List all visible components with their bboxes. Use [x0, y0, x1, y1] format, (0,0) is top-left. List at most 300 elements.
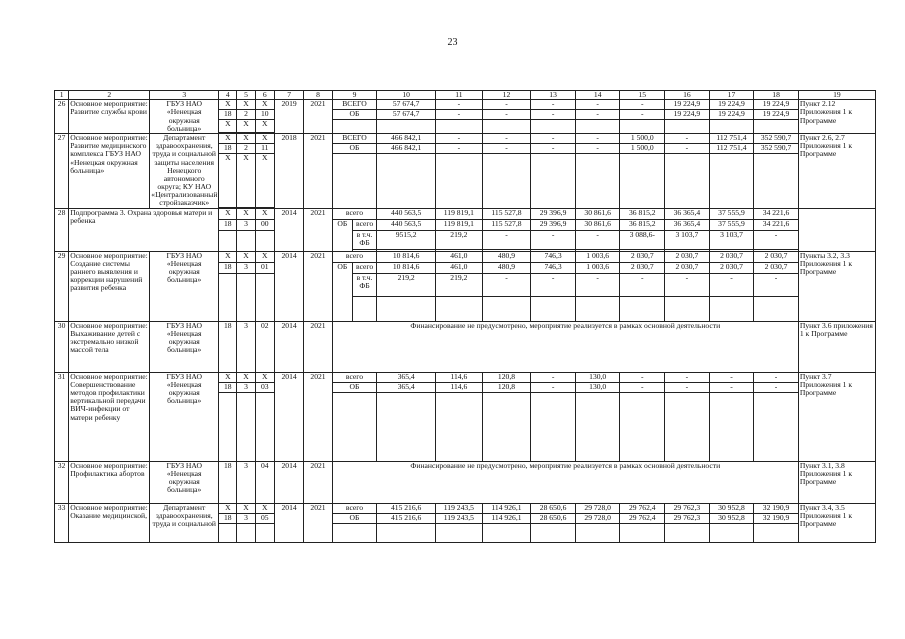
end-year: 2021 — [304, 503, 332, 542]
amount-empty — [436, 523, 483, 542]
budget-code: 02 — [255, 321, 274, 372]
amount-cell: 10 814,6 — [377, 262, 436, 273]
amount-empty — [620, 296, 665, 321]
budget-code: X — [219, 133, 237, 143]
amount-cell: 19 224,9 — [754, 100, 799, 110]
start-year: 2014 — [274, 503, 303, 542]
amount-cell: 19 224,9 — [709, 110, 754, 120]
activity-name: Основное мероприятие: Профилактика абортов — [69, 461, 150, 503]
row-number: 29 — [55, 251, 69, 321]
executor: ГБУЗ НАО «Ненецкая окружная больница» — [150, 251, 219, 321]
reference-note: Пункт 2.12 Приложения 1 к Программе — [798, 100, 875, 134]
amount-cell: - — [575, 230, 620, 249]
budget-code: X — [237, 251, 255, 262]
executor: Департамент здравоохранения, труда и социальной — [150, 503, 219, 542]
amount-cell: 32 190,9 — [754, 513, 799, 523]
amount-cell: 1 500,0 — [620, 143, 665, 153]
amount-empty — [709, 392, 754, 461]
funding-source-empty — [332, 392, 377, 461]
amount-cell: - — [436, 143, 483, 153]
amount-empty — [754, 120, 799, 134]
header-row — [55, 91, 876, 100]
amount-cell: - — [665, 372, 710, 382]
budget-code: 18 — [219, 262, 237, 273]
amount-cell: - — [531, 110, 576, 120]
amount-cell: 130,0 — [575, 382, 620, 392]
budget-code: 05 — [255, 513, 274, 523]
end-year: 2021 — [304, 461, 332, 503]
amount-empty — [436, 153, 483, 208]
start-year: 2014 — [274, 208, 303, 251]
amount-empty — [665, 392, 710, 461]
amount-cell: 36 815,2 — [620, 219, 665, 230]
budget-code-empty — [219, 230, 237, 251]
amount-cell: 29 762,4 — [620, 503, 665, 513]
amount-cell: 440 563,5 — [377, 219, 436, 230]
amount-empty — [377, 153, 436, 208]
amount-cell: 115 527,8 — [482, 219, 531, 230]
amount-cell: - — [620, 110, 665, 120]
funding-source: ОБ — [332, 382, 377, 392]
amount-cell: 3 088,6- — [620, 230, 665, 249]
col-header-15: 15 — [620, 91, 665, 100]
budget-code: X — [255, 208, 274, 219]
amount-cell: 29 762,3 — [665, 503, 710, 513]
amount-empty — [754, 296, 799, 321]
amount-empty — [482, 120, 531, 134]
budget-code: X — [219, 503, 237, 513]
budget-code: 18 — [219, 513, 237, 523]
funding-source: ОБ — [332, 143, 377, 153]
col-header-2: 2 — [69, 91, 150, 100]
amount-empty — [377, 523, 436, 542]
funding-source: ВСЕГО — [332, 100, 377, 110]
funding-source: всего — [332, 503, 377, 513]
end-year: 2021 — [304, 321, 332, 372]
budget-code: X — [237, 153, 255, 207]
amount-cell: 112 751,4 — [709, 143, 754, 153]
amount-cell: 2 030,7 — [709, 262, 754, 273]
amount-cell: 119 243,5 — [436, 503, 483, 513]
amount-cell: 9515,2 — [377, 230, 436, 249]
amount-empty — [754, 523, 799, 542]
amount-cell: 29 396,9 — [531, 208, 576, 219]
amount-cell: 29 396,9 — [531, 219, 576, 230]
amount-cell: 466 842,1 — [377, 143, 436, 153]
budget-code-empty — [237, 523, 255, 542]
amount-cell: - — [482, 100, 531, 110]
amount-cell: - — [575, 143, 620, 153]
col-header-18: 18 — [754, 91, 799, 100]
funding-source: ОБ — [332, 513, 377, 523]
amount-cell: - — [665, 382, 710, 392]
budget-code: 03 — [255, 382, 274, 392]
amount-cell: 2 030,7 — [754, 251, 799, 262]
amount-empty — [575, 153, 620, 208]
budget-code: X — [255, 503, 274, 513]
amount-cell: 365,4 — [377, 382, 436, 392]
amount-cell: 746,3 — [531, 262, 576, 273]
amount-cell: 3 103,7 — [665, 230, 710, 249]
amount-cell: 219,2 — [436, 230, 483, 249]
activity-name: Основное мероприятие: Развитие службы крови — [69, 100, 150, 134]
budget-code: 11 — [255, 143, 274, 153]
amount-cell: 2 030,7 — [665, 251, 710, 262]
amount-cell: 29 728,0 — [575, 513, 620, 523]
reference-note: Пункт 3.6 приложения 1 к Программе — [798, 321, 875, 372]
row-number: 32 — [55, 461, 69, 503]
amount-cell: 29 728,0 — [575, 503, 620, 513]
amount-empty — [436, 392, 483, 461]
amount-cell: 365,4 — [377, 372, 436, 382]
amount-empty — [665, 523, 710, 542]
amount-cell: 119 819,1 — [436, 208, 483, 219]
amount-cell: 30 861,6 — [575, 219, 620, 230]
amount-cell: 36 365,4 — [665, 219, 710, 230]
amount-empty — [575, 523, 620, 542]
amount-cell: 36 815,2 — [620, 208, 665, 219]
amount-cell: - — [665, 133, 710, 143]
funding-source-empty — [332, 120, 377, 134]
funding-source: всего — [332, 372, 377, 382]
amount-cell: - — [482, 143, 531, 153]
amount-cell: 415 216,6 — [377, 513, 436, 523]
executor: ГБУЗ НАО «Ненецкая окружная больница» — [150, 372, 219, 461]
amount-empty — [620, 153, 665, 208]
amount-cell: - — [754, 273, 799, 296]
budget-code: X — [237, 503, 255, 513]
amount-cell: 29 762,3 — [665, 513, 710, 523]
amount-empty — [709, 153, 754, 208]
amount-cell: 219,2 — [436, 273, 483, 296]
budget-code-empty — [237, 273, 255, 321]
amount-cell: 34 221,6 — [754, 219, 799, 230]
end-year: 2021 — [304, 208, 332, 251]
budget-code: X — [237, 100, 255, 110]
amount-empty — [482, 296, 531, 321]
amount-cell: 30 952,8 — [709, 503, 754, 513]
budget-code: X — [255, 133, 274, 143]
reference-note: Пункт 3.7 Приложения 1 к Программе — [798, 372, 875, 461]
amount-cell: - — [665, 273, 710, 296]
col-header-13: 13 — [531, 91, 576, 100]
amount-cell: 34 221,6 — [754, 208, 799, 219]
funding-source-fb: в т.ч. ФБ — [352, 230, 376, 249]
row-number: 28 — [55, 208, 69, 251]
col-header-7: 7 — [274, 91, 303, 100]
amount-cell: 1 003,6 — [575, 251, 620, 262]
amount-cell: - — [436, 100, 483, 110]
funding-source-empty — [332, 523, 377, 542]
amount-cell: 112 751,4 — [709, 133, 754, 143]
amount-empty — [436, 296, 483, 321]
col-header-1: 1 — [55, 91, 69, 100]
amount-cell: - — [665, 143, 710, 153]
r32-line-0 — [55, 461, 876, 503]
col-header-11: 11 — [436, 91, 483, 100]
amount-empty — [665, 296, 710, 321]
financing-note: Финансирование не предусмотрено, мероприятие реализуется в рамках основной деятельности — [332, 321, 798, 372]
amount-cell: - — [575, 110, 620, 120]
amount-cell: - — [575, 100, 620, 110]
budget-code-empty — [255, 392, 274, 461]
amount-empty — [377, 392, 436, 461]
amount-cell: - — [754, 230, 799, 249]
budget-code: X — [237, 120, 255, 133]
budget-code: X — [219, 120, 237, 133]
end-year: 2021 — [304, 133, 332, 208]
row-number: 31 — [55, 372, 69, 461]
amount-cell: - — [531, 143, 576, 153]
amount-empty — [620, 523, 665, 542]
budget-code: X — [237, 372, 255, 382]
amount-empty — [709, 120, 754, 134]
budget-code: X — [255, 372, 274, 382]
col-header-5: 5 — [237, 91, 255, 100]
budget-code-empty — [219, 273, 237, 321]
amount-empty — [620, 392, 665, 461]
r27-line-0 — [55, 133, 876, 143]
amount-empty — [531, 296, 576, 321]
executor: ГБУЗ НАО «Ненецкая окружная больница» — [150, 321, 219, 372]
budget-code: 3 — [237, 262, 255, 273]
amount-cell: - — [575, 273, 620, 296]
budget-code-empty — [237, 230, 255, 251]
executor: ГБУЗ НАО «Ненецкая окружная больница» — [150, 100, 219, 134]
budget-code: 18 — [219, 143, 237, 153]
col-header-10: 10 — [377, 91, 436, 100]
amount-cell: 114,6 — [436, 382, 483, 392]
funding-source: всего — [332, 208, 377, 219]
reference-note: Пункт 3.4, 3.5 Приложения 1 к Программе — [798, 503, 875, 542]
amount-cell: - — [709, 372, 754, 382]
amount-cell: - — [754, 372, 799, 382]
budget-code: 00 — [255, 219, 274, 230]
amount-cell: - — [531, 273, 576, 296]
amount-cell: 1 003,6 — [575, 262, 620, 273]
r31-line-0 — [55, 372, 876, 382]
amount-cell: 130,0 — [575, 372, 620, 382]
subprogram-name: Подпрограмма 3. Охрана здоровья матери и ребенка — [69, 208, 219, 251]
amount-cell: - — [620, 273, 665, 296]
amount-cell: 440 563,5 — [377, 208, 436, 219]
row-number: 30 — [55, 321, 69, 372]
end-year: 2021 — [304, 251, 332, 321]
start-year: 2019 — [274, 100, 303, 134]
amount-cell: 461,0 — [436, 251, 483, 262]
amount-cell: 37 555,9 — [709, 219, 754, 230]
reference-note: Пункты 3.2, 3.3 Приложения 1 к Программе — [798, 251, 875, 321]
r30-line-0 — [55, 321, 876, 372]
amount-empty — [531, 392, 576, 461]
amount-empty — [754, 392, 799, 461]
amount-cell: 746,3 — [531, 251, 576, 262]
budget-code: X — [219, 100, 237, 110]
amount-empty — [575, 296, 620, 321]
budget-code: 3 — [237, 382, 255, 392]
r26-line-0 — [55, 100, 876, 110]
budget-code-empty — [255, 230, 274, 251]
amount-cell: 119 243,5 — [436, 513, 483, 523]
reference-note: Пункт 3.1, 3.8 Приложения 1 к Программе — [798, 461, 875, 503]
amount-cell: 219,2 — [377, 273, 436, 296]
amount-cell: 30 952,8 — [709, 513, 754, 523]
amount-cell: 120,8 — [482, 372, 531, 382]
start-year: 2014 — [274, 321, 303, 372]
end-year: 2021 — [304, 372, 332, 461]
amount-cell: 1 500,0 — [620, 133, 665, 143]
budget-code: 2 — [237, 110, 255, 120]
amount-empty — [531, 523, 576, 542]
col-header-12: 12 — [482, 91, 531, 100]
amount-cell: - — [709, 382, 754, 392]
amount-cell: - — [531, 230, 576, 249]
amount-empty — [575, 392, 620, 461]
amount-cell: 32 190,9 — [754, 503, 799, 513]
amount-cell: 114,6 — [436, 372, 483, 382]
executor: Департамент здравоохранения, труда и социальной защиты населения Ненецкого автономного округа; КУ НАО «Централизованный стройзаказчик» — [151, 133, 218, 208]
budget-code: 18 — [219, 110, 237, 120]
funding-source: всего — [332, 251, 377, 262]
funding-source-fb: в т.ч. ФБ — [352, 273, 376, 296]
col-header-14: 14 — [575, 91, 620, 100]
amount-cell: 480,9 — [482, 262, 531, 273]
amount-cell: 2 030,7 — [620, 251, 665, 262]
budget-code: X — [219, 251, 237, 262]
budget-code: 18 — [219, 219, 237, 230]
col-header-4: 4 — [219, 91, 237, 100]
amount-cell: 352 590,7 — [754, 143, 799, 153]
budget-code: 3 — [237, 461, 255, 503]
amount-cell: 28 650,6 — [531, 503, 576, 513]
amount-cell: 28 650,6 — [531, 513, 576, 523]
financing-note: Финансирование не предусмотрено, мероприятие реализуется в рамках основной деятельности — [332, 461, 798, 503]
start-year: 2014 — [274, 251, 303, 321]
col-header-16: 16 — [665, 91, 710, 100]
amount-empty — [665, 120, 710, 134]
start-year: 2014 — [274, 461, 303, 503]
col-header-19: 19 — [798, 91, 875, 100]
reference-note: Пункт 2.6, 2.7 Приложения 1 к Программе — [798, 133, 875, 208]
col-header-9: 9 — [332, 91, 377, 100]
budget-code: X — [255, 100, 274, 110]
funding-source-all: всего — [352, 219, 376, 230]
amount-cell: 10 814,6 — [377, 251, 436, 262]
start-year: 2014 — [274, 372, 303, 461]
amount-cell: 119 819,1 — [436, 219, 483, 230]
budget-code: X — [237, 133, 255, 143]
r28-line-0 — [55, 208, 876, 219]
budget-code: 18 — [219, 321, 237, 372]
col-header-3: 3 — [150, 91, 219, 100]
amount-cell: 19 224,9 — [665, 110, 710, 120]
amount-cell: - — [620, 372, 665, 382]
amount-empty — [754, 153, 799, 208]
budget-code: 3 — [237, 219, 255, 230]
amount-cell: 2 030,7 — [709, 251, 754, 262]
amount-empty — [482, 153, 531, 208]
row-number: 33 — [55, 503, 69, 542]
funding-source-empty — [352, 296, 376, 321]
r29-line-0 — [55, 251, 876, 262]
funding-source-ob: ОБ — [332, 219, 352, 251]
amount-cell: 415 216,6 — [377, 503, 436, 513]
budget-code: X — [255, 120, 274, 133]
amount-cell: - — [436, 110, 483, 120]
amount-cell: 461,0 — [436, 262, 483, 273]
amount-empty — [531, 153, 576, 208]
budget-code-empty — [255, 523, 274, 542]
budget-code: 18 — [219, 382, 237, 392]
amount-cell: 115 527,8 — [482, 208, 531, 219]
amount-cell: 114 926,1 — [482, 513, 531, 523]
program-financing-table — [54, 90, 876, 543]
budget-code: X — [255, 251, 274, 262]
budget-code: 10 — [255, 110, 274, 120]
amount-cell: 2 030,7 — [665, 262, 710, 273]
row-number: 27 — [55, 133, 69, 208]
budget-code: X — [219, 208, 237, 219]
amount-empty — [482, 392, 531, 461]
amount-cell: - — [531, 372, 576, 382]
amount-empty — [436, 120, 483, 134]
amount-cell: 2 030,7 — [620, 262, 665, 273]
budget-code: X — [219, 153, 237, 207]
amount-empty — [377, 296, 436, 321]
funding-source-ob: ОБ — [332, 262, 352, 321]
activity-name: Основное мероприятие: Совершенствование методов профилактики вертикальной передачи ВИЧ-инфекции от матери ребенку — [69, 372, 150, 461]
budget-code: X — [219, 372, 237, 382]
amount-empty — [575, 120, 620, 134]
col-header-17: 17 — [709, 91, 754, 100]
col-header-6: 6 — [255, 91, 274, 100]
amount-cell: 57 674,7 — [377, 100, 436, 110]
amount-empty — [709, 523, 754, 542]
amount-cell: 29 762,4 — [620, 513, 665, 523]
amount-cell: 30 861,6 — [575, 208, 620, 219]
reference-note-empty — [798, 208, 875, 251]
budget-code: 3 — [237, 513, 255, 523]
funding-source-empty — [332, 153, 377, 208]
amount-cell: 19 224,9 — [709, 100, 754, 110]
amount-cell: 480,9 — [482, 251, 531, 262]
budget-code: 3 — [237, 321, 255, 372]
amount-cell: - — [531, 133, 576, 143]
amount-cell: - — [482, 273, 531, 296]
activity-name: Основное мероприятие: Создание системы раннего выявления и коррекции нарушений развития ребенка — [69, 251, 150, 321]
amount-cell: - — [482, 133, 531, 143]
amount-cell: 2 030,7 — [754, 262, 799, 273]
end-year: 2021 — [304, 100, 332, 134]
amount-empty — [709, 296, 754, 321]
budget-code: 01 — [255, 262, 274, 273]
amount-cell: - — [482, 230, 531, 249]
funding-source-all: всего — [352, 262, 376, 273]
amount-cell: - — [754, 382, 799, 392]
funding-source: ВСЕГО — [332, 133, 377, 143]
budget-code-empty — [219, 523, 237, 542]
amount-cell: - — [436, 133, 483, 143]
amount-cell: 466 842,1 — [377, 133, 436, 143]
amount-empty — [377, 120, 436, 134]
budget-code: 18 — [219, 461, 237, 503]
amount-cell: - — [620, 100, 665, 110]
row-number: 26 — [55, 100, 69, 134]
amount-cell: - — [709, 273, 754, 296]
amount-cell: - — [620, 382, 665, 392]
amount-cell: - — [531, 382, 576, 392]
amount-cell: - — [575, 133, 620, 143]
